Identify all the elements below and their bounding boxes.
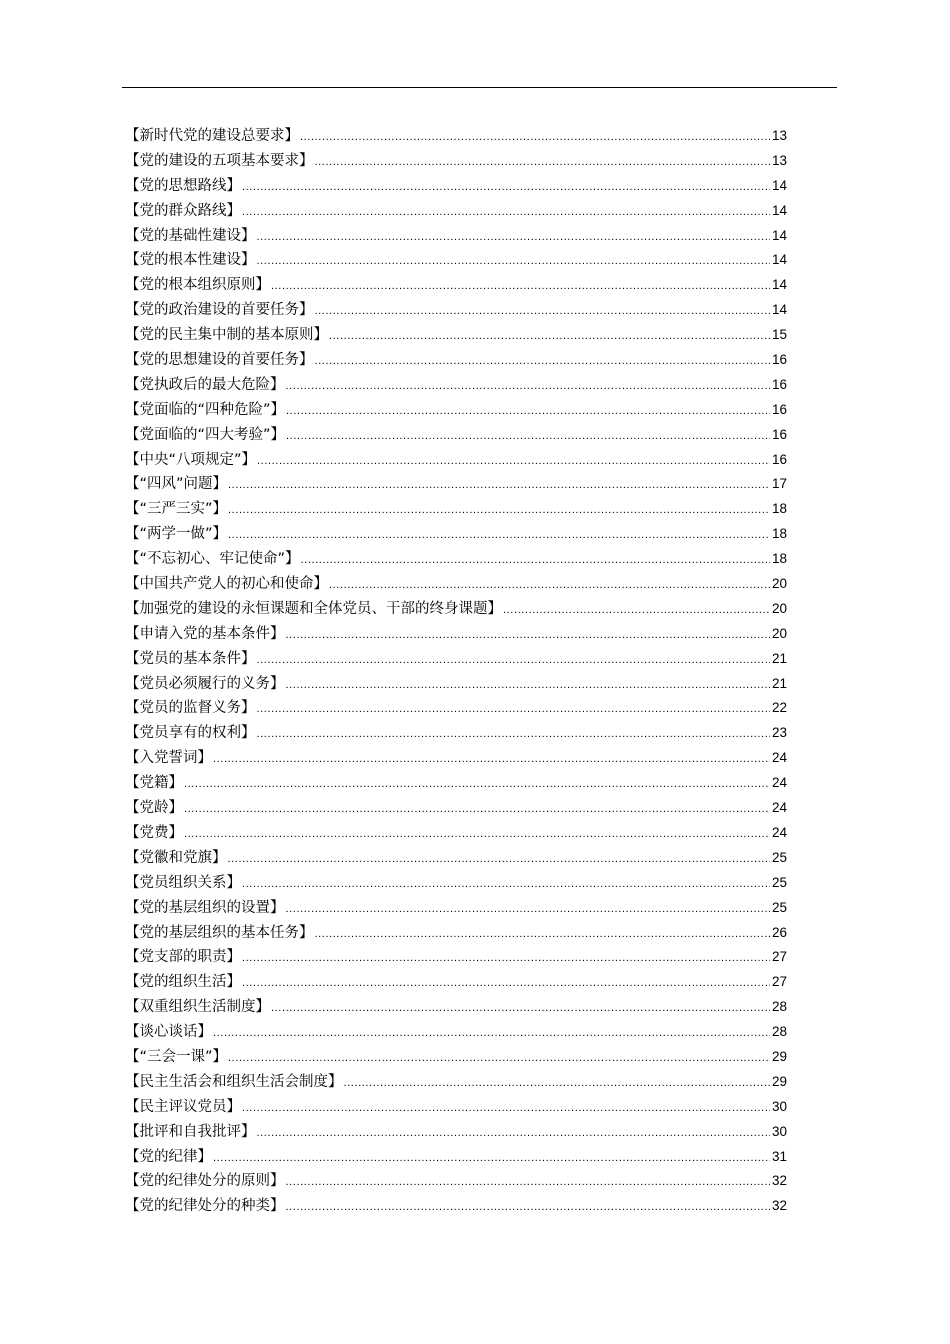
toc-entry[interactable]	[125, 1045, 787, 1070]
toc-entry-title: 【党的基层组织的设置】	[125, 899, 285, 916]
toc-entry-title: 【党员的基本条件】	[125, 650, 256, 667]
toc-entry[interactable]	[125, 248, 787, 273]
toc-entry[interactable]	[125, 746, 787, 771]
toc-entry-title: 【“三会一课”】	[125, 1048, 228, 1065]
toc-entry-page-number: 24	[771, 800, 787, 816]
toc-entry-title: 【党面临的“四大考验”】	[125, 426, 286, 443]
toc-dot-leader	[257, 249, 770, 274]
toc-entry[interactable]	[125, 871, 787, 896]
toc-entry-page-number: 14	[771, 177, 787, 193]
toc-entry[interactable]	[125, 846, 787, 871]
toc-entry-page-number: 18	[771, 501, 787, 517]
toc-entry[interactable]	[125, 896, 787, 921]
toc-entry-title: 【党的根本组织原则】	[125, 277, 270, 294]
toc-entry-title: 【民主评议党员】	[125, 1098, 241, 1115]
toc-entry-page-number: 20	[771, 576, 787, 592]
toc-entry-page-number: 29	[771, 1048, 787, 1064]
toc-dot-leader	[344, 1071, 770, 1096]
toc-entry-page-number: 24	[771, 750, 787, 766]
toc-entry-title: 【中国共产党人的初心和使命】	[125, 576, 328, 593]
toc-dot-leader	[228, 523, 770, 548]
toc-entry-page-number: 30	[771, 1123, 787, 1139]
toc-entry[interactable]	[125, 1194, 787, 1219]
toc-entry[interactable]	[125, 472, 787, 497]
toc-entry[interactable]	[125, 348, 787, 373]
toc-entry-title: 【“不忘初心、牢记使命”】	[125, 551, 300, 568]
toc-dot-leader	[315, 922, 770, 947]
toc-entry-page-number: 16	[771, 451, 787, 467]
toc-dot-leader	[286, 374, 770, 399]
toc-entry-title: 【党的基层组织的基本任务】	[125, 924, 314, 941]
toc-entry[interactable]	[125, 1095, 787, 1120]
toc-dot-leader	[257, 648, 770, 673]
toc-dot-leader	[213, 1021, 770, 1046]
toc-entry[interactable]	[125, 224, 787, 249]
toc-entry[interactable]	[125, 597, 787, 622]
toc-dot-leader	[242, 971, 770, 996]
toc-dot-leader	[257, 697, 770, 722]
toc-entry-page-number: 25	[771, 874, 787, 890]
toc-entry-page-number: 32	[771, 1173, 787, 1189]
toc-dot-leader	[228, 1046, 770, 1071]
toc-entry-page-number: 13	[771, 128, 787, 143]
toc-entry-page-number: 16	[771, 352, 787, 368]
toc-entry-title: 【“四风”问题】	[125, 476, 228, 493]
toc-entry[interactable]	[125, 149, 787, 174]
toc-entry-title: 【党的思想建设的首要任务】	[125, 352, 314, 369]
toc-dot-leader	[286, 673, 770, 698]
toc-entry[interactable]	[125, 273, 787, 298]
toc-entry-title: 【“两学一做”】	[125, 526, 228, 543]
toc-entry-page-number: 16	[771, 401, 787, 417]
toc-entry-page-number: 21	[771, 650, 787, 666]
toc-dot-leader	[228, 473, 770, 498]
header-rule	[122, 87, 837, 88]
toc-entry-title: 【党徽和党旗】	[125, 849, 227, 866]
toc-dot-leader	[184, 772, 770, 797]
toc-entry[interactable]	[125, 921, 787, 946]
toc-entry-title: 【党的政治建设的首要任务】	[125, 302, 314, 319]
toc-entry-page-number: 21	[771, 675, 787, 691]
toc-dot-leader	[286, 623, 770, 648]
toc-entry-title: 【党的纪律处分的原则】	[125, 1173, 285, 1190]
toc-dot-leader	[301, 548, 770, 573]
toc-dot-leader	[286, 399, 770, 424]
toc-entry-title: 【党的基础性建设】	[125, 227, 256, 244]
toc-dot-leader	[242, 1096, 770, 1121]
toc-entry-title: 【党的思想路线】	[125, 177, 241, 194]
toc-entry[interactable]	[125, 1169, 787, 1194]
toc-entry-page-number: 14	[771, 277, 787, 293]
toc-entry-page-number: 26	[771, 924, 787, 940]
toc-entry-title: 【党的纪律】	[125, 1148, 212, 1165]
toc-dot-leader	[329, 324, 770, 349]
toc-entry-title: 【党员的监督义务】	[125, 700, 256, 717]
toc-entry[interactable]	[125, 647, 787, 672]
toc-entry-page-number: 14	[771, 252, 787, 268]
toc-entry-title: 【谈心谈话】	[125, 1024, 212, 1041]
toc-entry-page-number: 28	[771, 1024, 787, 1040]
toc-entry-title: 【党龄】	[125, 800, 183, 817]
toc-entry[interactable]	[125, 1020, 787, 1045]
toc-dot-leader	[257, 225, 770, 250]
toc-entry-page-number: 25	[771, 849, 787, 865]
toc-entry-title: 【中央“八项规定”】	[125, 451, 257, 468]
toc-dot-leader	[228, 498, 770, 523]
toc-entry-page-number: 31	[771, 1148, 787, 1164]
toc-entry[interactable]	[125, 1070, 787, 1095]
toc-entry-page-number: 27	[771, 949, 787, 965]
toc-dot-leader	[213, 747, 770, 772]
toc-dot-leader	[242, 175, 770, 200]
toc-entry[interactable]	[125, 796, 787, 821]
toc-entry-title: 【党员组织关系】	[125, 874, 241, 891]
toc-entry-page-number: 16	[771, 426, 787, 442]
toc-entry-title: 【党支部的职责】	[125, 949, 241, 966]
toc-dot-leader	[184, 822, 770, 847]
toc-dot-leader	[315, 349, 770, 374]
toc-entry-page-number: 25	[771, 899, 787, 915]
toc-dot-leader	[329, 573, 770, 598]
toc-entry[interactable]	[125, 1145, 787, 1170]
toc-entry-page-number: 23	[771, 725, 787, 741]
toc-entry[interactable]	[125, 398, 787, 423]
toc-entry-title: 【党执政后的最大危险】	[125, 376, 285, 393]
toc-entry[interactable]	[125, 771, 787, 796]
toc-entry[interactable]	[125, 945, 787, 970]
toc-entry-page-number: 29	[771, 1073, 787, 1089]
toc-entry-title: 【党的群众路线】	[125, 202, 241, 219]
toc-entry-title: 【民主生活会和组织生活会制度】	[125, 1073, 343, 1090]
toc-entry[interactable]	[125, 174, 787, 199]
toc-entry-title: 【党面临的“四种危险”】	[125, 401, 286, 418]
toc-entry[interactable]	[125, 672, 787, 697]
toc-entry-title: 【双重组织生活制度】	[125, 999, 270, 1016]
toc-dot-leader	[213, 1146, 770, 1171]
toc-entry-page-number: 16	[771, 376, 787, 392]
toc-entry-page-number: 14	[771, 227, 787, 243]
toc-entry[interactable]	[125, 696, 787, 721]
toc-entry[interactable]	[125, 995, 787, 1020]
toc-entry-title: 【党员享有的权利】	[125, 725, 256, 742]
toc-entry-page-number: 14	[771, 202, 787, 218]
toc-dot-leader	[286, 1195, 770, 1220]
toc-entry[interactable]	[125, 547, 787, 572]
toc-entry-page-number: 27	[771, 974, 787, 990]
toc-entry-title: 【入党誓词】	[125, 750, 212, 767]
toc-entry-title: 【党籍】	[125, 775, 183, 792]
toc-entry[interactable]	[125, 423, 787, 448]
toc-entry-page-number: 13	[771, 152, 787, 168]
toc-entry-page-number: 15	[771, 327, 787, 343]
toc-entry-page-number: 22	[771, 700, 787, 716]
toc-entry[interactable]	[125, 970, 787, 995]
toc-entry-page-number: 28	[771, 999, 787, 1015]
toc-entry[interactable]	[125, 522, 787, 547]
toc-dot-leader	[242, 872, 770, 897]
toc-entry[interactable]	[125, 448, 787, 473]
toc-dot-leader	[315, 150, 770, 175]
toc-dot-leader	[257, 449, 770, 474]
toc-dot-leader	[271, 996, 770, 1021]
toc-dot-leader	[257, 1121, 770, 1146]
toc-entry-page-number: 24	[771, 775, 787, 791]
toc-dot-leader	[242, 200, 770, 225]
toc-dot-leader	[286, 424, 770, 449]
toc-entry-page-number: 32	[771, 1198, 787, 1214]
toc-entry-page-number: 17	[771, 476, 787, 492]
toc-entry[interactable]	[125, 821, 787, 846]
toc-dot-leader	[242, 946, 770, 971]
toc-entry-title: 【批评和自我批评】	[125, 1123, 256, 1140]
toc-entry[interactable]	[125, 622, 787, 647]
toc-entry[interactable]	[125, 323, 787, 348]
toc-entry-title: 【党的民主集中制的基本原则】	[125, 327, 328, 344]
toc-dot-leader	[286, 897, 770, 922]
toc-entry-title: 【党的纪律处分的种类】	[125, 1198, 285, 1215]
toc-entry-title: 【党的根本性建设】	[125, 252, 256, 269]
table-of-contents	[125, 124, 787, 1219]
toc-dot-leader	[257, 722, 770, 747]
toc-entry-page-number: 20	[771, 625, 787, 641]
toc-dot-leader	[315, 299, 770, 324]
toc-entry[interactable]	[125, 721, 787, 746]
toc-entry-title: 【党员必须履行的义务】	[125, 675, 285, 692]
toc-entry-page-number: 18	[771, 526, 787, 542]
toc-entry-title: 【党的组织生活】	[125, 974, 241, 991]
toc-dot-leader	[228, 847, 770, 872]
toc-dot-leader	[300, 125, 770, 150]
toc-entry-page-number: 20	[771, 600, 787, 616]
toc-dot-leader	[503, 598, 770, 623]
toc-entry-title: 【新时代党的建设总要求】	[125, 128, 299, 144]
toc-dot-leader	[184, 797, 770, 822]
toc-entry-page-number: 24	[771, 824, 787, 840]
toc-entry-page-number: 18	[771, 551, 787, 567]
toc-entry[interactable]	[125, 572, 787, 597]
toc-entry[interactable]	[125, 199, 787, 224]
toc-dot-leader	[271, 274, 770, 299]
toc-entry-title: 【党费】	[125, 824, 183, 841]
toc-entry-page-number: 30	[771, 1098, 787, 1114]
toc-entry-title: 【申请入党的基本条件】	[125, 625, 285, 642]
toc-entry-title: 【加强党的建设的永恒课题和全体党员、干部的终身课题】	[125, 600, 502, 617]
toc-entry-page-number: 14	[771, 302, 787, 318]
toc-entry-title: 【“三严三实”】	[125, 501, 228, 518]
toc-entry[interactable]	[125, 124, 787, 149]
toc-entry[interactable]	[125, 373, 787, 398]
toc-entry[interactable]	[125, 298, 787, 323]
toc-entry[interactable]	[125, 497, 787, 522]
toc-entry[interactable]	[125, 1120, 787, 1145]
toc-entry-title: 【党的建设的五项基本要求】	[125, 152, 314, 169]
toc-dot-leader	[286, 1170, 770, 1195]
